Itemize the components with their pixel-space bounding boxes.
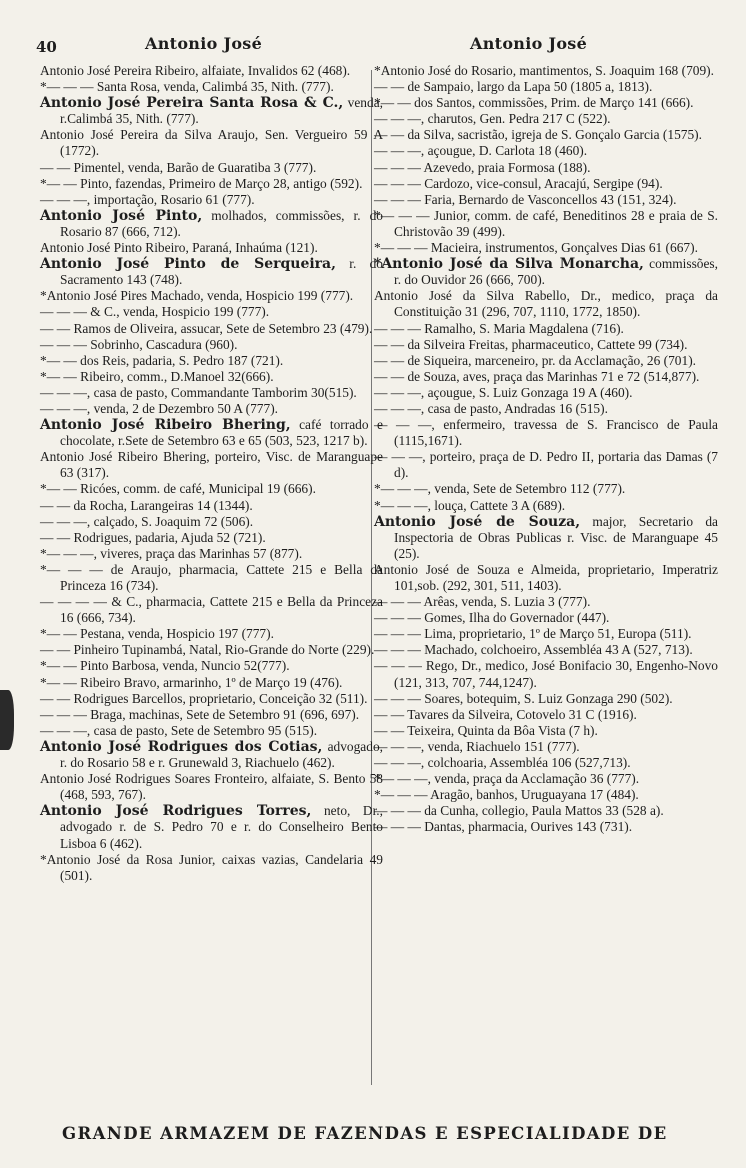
entry-text: — — — Lima, proprietario, 1º de Março 51, Europa (511).: [374, 626, 692, 642]
directory-entry: [40, 546, 383, 562]
entry-text: — — —, importação, Rosario 61 (777).: [40, 191, 255, 207]
entry-text: Antonio José Pereira da Silva Araujo, Sen. Vergueiro 59 A (1772).: [40, 127, 383, 159]
entry-text: *— — Pestana, venda, Hospicio 197 (777).: [40, 626, 274, 642]
running-head-right: Antonio José: [470, 34, 588, 53]
entry-text: Antonio José de Souza e Almeida, proprietario, Imperatriz 101,sob. (292, 301, 511, 1403).: [374, 561, 718, 593]
entry-text: — — da Silveira Freitas, pharmaceutico, Cattete 99 (734).: [374, 336, 688, 352]
entry-text: — — — Rego, Dr., medico, José Bonifacio 30, Engenho-Novo (121, 313, 707, 744,1247).: [374, 658, 718, 690]
directory-entry: [40, 256, 383, 288]
entry-text: — — — — & C., pharmacia, Cattete 215 e Bella da Princeza 16 (666, 734).: [40, 594, 383, 626]
directory-entry: [374, 63, 718, 79]
directory-entry: [40, 208, 383, 240]
running-head-left: Antonio José: [145, 34, 263, 53]
entry-text: — — —, enfermeiro, travessa de S. Francisco de Paula (1115,1671).: [374, 417, 718, 449]
entry-text: *Antonio José da Rosa Junior, caixas vazias, Candelaria 49 (501).: [40, 851, 383, 883]
page-number: 40: [36, 38, 57, 56]
entry-text: — — — Azevedo, praia Formosa (188).: [374, 159, 591, 175]
directory-entry: [40, 417, 383, 449]
entry-text: — — da Silva, sacristão, igreja de S. Gonçalo Garcia (1575).: [374, 127, 702, 143]
entry-text: — — — & C., venda, Hospicio 199 (777).: [40, 304, 270, 320]
directory-entry: [374, 562, 718, 594]
entry-text: — — — Sobrinho, Cascadura (960).: [40, 336, 238, 352]
directory-entry: [374, 111, 718, 127]
directory-entry: [374, 691, 718, 707]
directory-entry: [40, 852, 383, 884]
entry-text: — — da Rocha, Larangeiras 14 (1344).: [40, 497, 253, 513]
entry-text: — — — da Cunha, collegio, Paula Mattos 33 (528 a).: [374, 803, 664, 819]
entry-name-bold: Antonio José Rodrigues dos Cotias,: [40, 738, 323, 755]
directory-entry: [374, 353, 718, 369]
directory-entry: [40, 498, 383, 514]
directory-entry: [40, 642, 383, 658]
directory-entry: [40, 771, 383, 803]
directory-entry: [40, 95, 383, 127]
entry-text: — — — Dantas, pharmacia, Ourives 143 (731).: [374, 819, 633, 835]
entry-text: — — de Sampaio, largo da Lapa 50 (1805 a, 1813).: [374, 79, 653, 95]
directory-entry: [40, 562, 383, 594]
entry-text: Antonio José Ribeiro Bhering, porteiro, Visc. de Maranguape 63 (317).: [40, 449, 383, 481]
entry-text: *— — dos Santos, commissões, Prim. de Março 141 (666).: [374, 95, 694, 111]
entry-text: — — — Machado, colchoeiro, Assembléa 43 A (527, 713).: [374, 642, 693, 658]
directory-entry: [40, 401, 383, 417]
directory-entry: [40, 369, 383, 385]
entry-text: — — de Souza, aves, praça das Marinhas 71 e 72 (514,877).: [374, 368, 700, 384]
directory-entry: [40, 530, 383, 546]
entry-text: — — — Ramalho, S. Maria Magdalena (716).: [374, 320, 624, 336]
entry-text: — — —, porteiro, praça de D. Pedro II, portaria das Damas (7 d).: [374, 449, 718, 481]
entry-text: — — — Cardozo, vice-consul, Aracajú, Sergipe (94).: [374, 175, 663, 191]
directory-entry: [374, 127, 718, 143]
entry-name-bold: Antonio José Rodrigues Torres,: [40, 803, 312, 820]
directory-entry: [40, 353, 383, 369]
directory-entry: [374, 626, 718, 642]
margin-blot: [0, 690, 14, 750]
directory-entry: [374, 288, 718, 320]
entry-text: *— — — Aragão, banhos, Uruguayana 17 (484).: [374, 787, 639, 803]
entry-text: *— — Ribeiro, comm., D.Manoel 32(666).: [40, 368, 274, 384]
directory-entry: [374, 739, 718, 755]
directory-entry: [40, 288, 383, 304]
entry-text: *— — Pinto, fazendas, Primeiro de Março 28, antigo (592).: [40, 175, 363, 191]
directory-entry: [40, 127, 383, 159]
entry-text: *Antonio José do Rosario, mantimentos, S. Joaquim 168 (709).: [374, 63, 714, 78]
directory-entry: [374, 192, 718, 208]
entry-text: — — de Siqueira, marceneiro, pr. da Acclamação, 26 (701).: [374, 352, 697, 368]
entry-text: — — —, calçado, S. Joaquim 72 (506).: [40, 513, 254, 529]
directory-entry: [40, 192, 383, 208]
entry-name-bold: Antonio José Pereira Santa Rosa & C.,: [40, 95, 344, 112]
entry-text: — — — Soares, botequim, S. Luiz Gonzaga 290 (502).: [374, 690, 673, 706]
entry-text: — — — Gomes, Ilha do Governador (447).: [374, 610, 610, 626]
entry-name-bold: Antonio José Pinto,: [40, 207, 203, 224]
directory-entry: [374, 337, 718, 353]
entry-text: *— — —, venda, Sete de Setembro 112 (777).: [374, 481, 626, 497]
directory-entry: [40, 481, 383, 497]
directory-entry: [374, 803, 718, 819]
entry-text: Antonio José da Silva Rabello, Dr., medico, praça da Constituição 31 (296, 707, 1110, 1772, 1850).: [374, 288, 718, 320]
directory-entry: [374, 449, 718, 481]
directory-entry: [374, 514, 718, 562]
entry-text: — — —, charutos, Gen. Pedra 217 C (522).: [374, 111, 611, 127]
entry-text: *— — — Santa Rosa, venda, Calimbá 35, Nith. (777).: [40, 79, 334, 95]
directory-entry: [40, 321, 383, 337]
directory-entry: [374, 321, 718, 337]
entry-text: *— — Ricóes, comm. de café, Municipal 19 (666).: [40, 481, 316, 497]
entry-text: Antonio José Pereira Ribeiro, alfaiate, Invalidos 62 (468).: [40, 63, 351, 78]
entry-text: commissões, r. do Ouvidor 26 (666, 700).: [394, 256, 718, 288]
entry-text: neto, Dr., advogado r. de S. Pedro 70 e r. do Conselheiro Bento Lisboa 6 (462).: [60, 803, 383, 851]
entry-name-bold: Antonio José Pinto de Serqueira,: [40, 256, 337, 273]
directory-entry: [374, 771, 718, 787]
right-column: [374, 63, 718, 836]
directory-entry: [374, 401, 718, 417]
directory-entry: [374, 755, 718, 771]
left-column: [40, 63, 383, 884]
directory-entry: [40, 691, 383, 707]
entry-text: — — Teixeira, Quinta da Bôa Vista (7 h).: [374, 722, 598, 738]
directory-entry: [374, 481, 718, 497]
entry-text: *— — Ribeiro Bravo, armarinho, 1º de Março 19 (476).: [40, 674, 343, 690]
entry-text: — — Pimentel, venda, Barão de Guaratiba 3 (777).: [40, 159, 317, 175]
directory-entry: [374, 208, 718, 240]
entry-text: — — Tavares da Silveira, Cotovelo 31 C (1916).: [374, 706, 637, 722]
entry-text: advogado, r. do Rosario 58 e r. Grunewald 3, Riachuelo (462).: [60, 738, 383, 771]
entry-text: *— — —, louça, Cattete 3 A (689).: [374, 497, 566, 513]
entry-text: *— — Pinto Barbosa, venda, Nuncio 52(777).: [40, 658, 290, 674]
entry-text: molhados, commissões, r. do Rosario 87 (666, 712).: [60, 207, 383, 239]
entry-text: major, Secretario da Inspectoria de Obras Publicas r. Visc. de Maranguape 45 (25).: [394, 513, 718, 561]
directory-entry: [374, 240, 718, 256]
directory-entry: [374, 594, 718, 610]
directory-entry: [374, 787, 718, 803]
directory-entry: [374, 723, 718, 739]
directory-entry: [40, 176, 383, 192]
directory-entry: [40, 160, 383, 176]
directory-entry: [40, 707, 383, 723]
directory-entry: [40, 514, 383, 530]
entry-text: *— — —, venda, praça da Acclamação 36 (777).: [374, 771, 640, 787]
directory-entry: [374, 95, 718, 111]
entry-text: — — —, venda, Riachuelo 151 (777).: [374, 738, 580, 754]
entry-text: *Antonio José Pires Machado, venda, Hospicio 199 (777).: [40, 288, 354, 304]
entry-text: Antonio José Pinto Ribeiro, Paraná, Inhaúma (121).: [40, 240, 318, 256]
footer-banner: GRANDE ARMAZEM DE FAZENDAS E ESPECIALIDADE DE: [62, 1124, 668, 1143]
directory-entry: [40, 803, 383, 851]
entry-text: — — Ramos de Oliveira, assucar, Sete de Setembro 23 (479).: [40, 320, 373, 336]
directory-entry: [40, 337, 383, 353]
entry-text: — — —, açougue, D. Carlota 18 (460).: [374, 143, 588, 159]
entry-text: — — —, casa de pasto, Sete de Setembro 95 (515).: [40, 722, 318, 738]
directory-entry: [374, 143, 718, 159]
entry-text: Antonio José Rodrigues Soares Fronteiro, alfaiate, S. Bento 58 (468, 593, 767).: [40, 771, 383, 803]
directory-entry: [374, 369, 718, 385]
entry-text: — — Rodrigues Barcellos, proprietario, Conceição 32 (511).: [40, 690, 368, 706]
directory-entry: [374, 498, 718, 514]
directory-entry: [40, 449, 383, 481]
directory-entry: [40, 739, 383, 771]
entry-text: r. do Sacramento 143 (748).: [60, 256, 383, 288]
directory-entry: [40, 63, 383, 79]
directory-entry: [374, 79, 718, 95]
directory-entry: [40, 240, 383, 256]
directory-entry: [374, 610, 718, 626]
entry-text: venda, r.Calimbá 35, Nith. (777).: [60, 95, 383, 127]
directory-entry: [40, 79, 383, 95]
directory-entry: [40, 675, 383, 691]
directory-entry: [374, 385, 718, 401]
entry-text: — — —, casa de pasto, Andradas 16 (515).: [374, 400, 608, 416]
directory-entry: [374, 819, 718, 835]
directory-entry: [374, 707, 718, 723]
directory-entry: [40, 658, 383, 674]
directory-entry: [40, 723, 383, 739]
entry-text: — — Pinheiro Tupinambá, Natal, Rio-Grande do Norte (229).: [40, 642, 375, 658]
directory-entry: [40, 626, 383, 642]
directory-entry: [40, 594, 383, 626]
directory-entry: [374, 658, 718, 690]
entry-text: — — Rodrigues, padaria, Ajuda 52 (721).: [40, 529, 266, 545]
directory-entry: [374, 642, 718, 658]
directory-entry: [374, 176, 718, 192]
entry-text: café torrado e chocolate, r.Sete de Setembro 63 e 65 (503, 523, 1217 b).: [60, 417, 383, 449]
entry-text: — — — Braga, machinas, Sete de Setembro 91 (696, 697).: [40, 706, 360, 722]
directory-entry: [40, 304, 383, 320]
entry-text: *— — —, viveres, praça das Marinhas 57 (877).: [40, 545, 303, 561]
entry-text: — — —, venda, 2 de Dezembro 50 A (777).: [40, 400, 279, 416]
entry-text: *— — dos Reis, padaria, S. Pedro 187 (721).: [40, 352, 284, 368]
entry-name-bold: Antonio José Ribeiro Bhering,: [40, 417, 291, 434]
entry-text: *— — — de Araujo, pharmacia, Cattete 215 e Bella da Princeza 16 (734).: [40, 561, 383, 593]
directory-entry: [374, 256, 718, 288]
entry-name-bold: *Antonio José da Silva Monarcha,: [374, 256, 644, 273]
entry-text: — — —, colchoaria, Assembléa 106 (527,713).: [374, 755, 631, 771]
entry-text: *— — — Macieira, instrumentos, Gonçalves Dias 61 (667).: [374, 240, 698, 256]
directory-entry: [40, 385, 383, 401]
directory-entry: [374, 160, 718, 176]
entry-text: — — — Faria, Bernardo de Vasconcellos 43 (151, 324).: [374, 191, 677, 207]
entry-text: — — — Arêas, venda, S. Luzia 3 (777).: [374, 594, 591, 610]
entry-text: — — —, casa de pasto, Commandante Tamborim 30(515).: [40, 384, 357, 400]
directory-entry: [374, 417, 718, 449]
entry-text: *— — — Junior, comm. de café, Beneditinos 28 e praia de S. Christovão 39 (499).: [374, 207, 718, 239]
entry-text: — — —, açougue, S. Luiz Gonzaga 19 A (460).: [374, 384, 633, 400]
entry-name-bold: Antonio José de Souza,: [374, 513, 581, 530]
